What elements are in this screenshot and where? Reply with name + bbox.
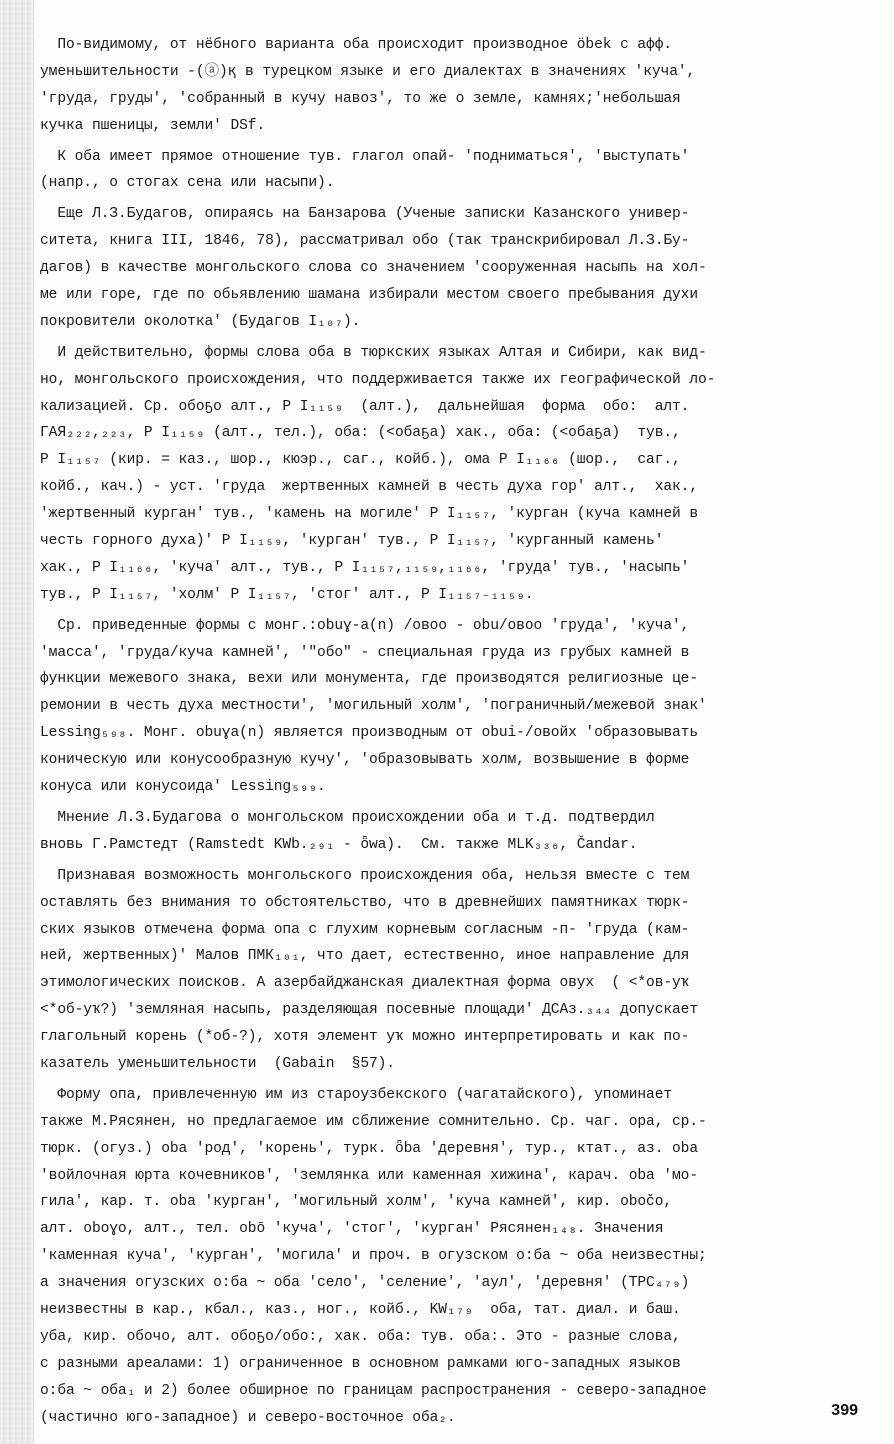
text-line: тюрк. (огуз.) oba 'род', 'корень', турк. ȫba 'деревня', тур., ктат., аз. oba	[40, 1140, 698, 1157]
text-line: этимологических поисков. А азербайджанская диалектная форма овух ( <*ов-уҡ	[40, 975, 690, 992]
text-line: гила', кар. т. oba 'курган', 'могильный холм', 'куча камней', кир. obočo,	[40, 1194, 673, 1211]
text-line: Lessing₅₉₈. Монг. obuɣa(n) является производным от obui-/овойх 'образовывать	[40, 725, 698, 742]
paragraph	[40, 863, 864, 1078]
text-line: 'каменная куча', 'курган', 'могила' и проч. в огузском о:ба ~ оба неизвестны;	[40, 1248, 707, 1265]
text-line: ских языков отмечена форма опа с глухим корневым согласным -п- 'груда (кам-	[40, 921, 690, 938]
paragraph	[40, 144, 864, 198]
text-line: койб., кач.) - уст. 'груда жертвенных камней в честь духа гор' алт., хак.,	[40, 479, 698, 496]
page-body	[40, 32, 864, 1435]
paragraph	[40, 1082, 864, 1432]
text-line: хак., Р I₁₁₆₆, 'куча' алт., тув., Р I₁₁₅₇,₁₁₅₉,₁₁₆₆, 'груда' тув., 'насыпь'	[40, 559, 690, 576]
text-line: неизвестны в кар., кбал., каз., ног., койб., KW₁₇₉ оба, тат. диал. и баш.	[40, 1301, 681, 1318]
paragraph	[40, 805, 864, 859]
text-line: также М.Рясянен, но предлагаемое им сближение сомнительно. Ср. чаг. opa, ср.-	[40, 1113, 707, 1130]
page-number: 399	[831, 1402, 858, 1419]
text-line: покровители околотка' (Будагов I₁₀₇).	[40, 313, 361, 330]
text-line: 'войлочная юрта кочевников', 'землянка или каменная хижина', карач. oba 'мо-	[40, 1167, 698, 1184]
text-line: с разными ареалами: 1) ограниченное в основном рамками юго-западных языков	[40, 1355, 681, 1372]
text-line: Признавая возможность монгольского происхождения оба, нельзя вместе с тем	[40, 867, 690, 884]
text-line: ме или горе, где по обьявлению шамана избирали местом своего пребывания духи	[40, 287, 698, 304]
text-line: 'масса', 'груда/куча камней', '"обо" - специальная груда из грубых камней в	[40, 644, 690, 661]
text-line: ситета, книга III, 1846, 78), рассматривал обо (так транскрибировал Л.З.Бу-	[40, 233, 690, 250]
text-line: о:ба ~ оба₁ и 2) более обширное по границам распространения - северо-западное	[40, 1382, 707, 1399]
text-line: ГАЯ₂₂₂,₂₂₃, Р I₁₁₅₉ (алт., тел.), оба: (<обаҕа) хак., оба: (<обаҕа) тув.,	[40, 425, 681, 442]
text-line: Р I₁₁₅₇ (кир. = каз., шор., кюэр., саг., койб.), ома Р I₁₁₆₆ (шор., саг.,	[40, 452, 681, 469]
text-line: уба, кир. обочо, алт. обоҕо/обо:, хак. оба: тув. оба:. Это - разные слова,	[40, 1328, 681, 1345]
paragraph	[40, 32, 864, 140]
text-line: Еще Л.З.Будагов, опираясь на Банзарова (Ученые записки Казанского универ-	[40, 206, 690, 223]
paragraph	[40, 613, 864, 801]
text-line: алт. oboɣo, алт., тел. obō 'куча', 'стог', 'курган' Рясянен₁₄₈. Значения	[40, 1221, 664, 1238]
text-line: (частично юго-западное) и северо-восточное оба₂.	[40, 1409, 456, 1426]
text-line: конуса или конусоида' Lessing₅₉₉.	[40, 779, 326, 796]
text-line: кализацией. Ср. обоҕо алт., Р I₁₁₅₉ (алт.), дальнейшая форма обо: алт.	[40, 398, 690, 415]
text-line: казатель уменьшительности (Gabain §57).	[40, 1055, 395, 1072]
text-line: Мнение Л.З.Будагова о монгольском происхождении оба и т.д. подтвердил	[40, 809, 655, 826]
paragraph	[40, 340, 864, 609]
text-line: И действительно, формы слова оба в тюркских языках Алтая и Сибири, как вид-	[40, 344, 707, 361]
text-line: К оба имеет прямое отношение тув. глагол опай- 'подниматься', 'выступать'	[40, 148, 690, 165]
text-line: По-видимому, от нёбного варианта оба происходит производное ӧbek с афф.	[40, 37, 673, 53]
text-line: но, монгольского происхождения, что поддерживается также их географической ло-	[40, 371, 716, 388]
text-line: коническую или конусообразную кучу', 'образовывать холм, возвышение в форме	[40, 752, 690, 769]
text-line: Форму опа, привлеченную им из староузбекского (чагатайского), упоминает	[40, 1086, 673, 1103]
text-line: Ср. приведенные формы с монг.:obuɣ-a(n) /овоо - obu/овоо 'груда', 'куча',	[40, 617, 690, 634]
text-line: 'груда, груды', 'собранный в кучу навоз', то же о земле, камнях;'небольшая	[40, 90, 681, 107]
text-line: кучка пшеницы, земли' DSf.	[40, 117, 266, 134]
text-line: (напр., о стогах сена или насыпи).	[40, 175, 335, 192]
text-line: а значения огузских о:ба ~ оба 'село', 'селение', 'аул', 'деревня' (ТРС₄₇₉)	[40, 1275, 690, 1292]
text-line: дагов) в качестве монгольского слова со значением 'сооруженная насыпь на хол-	[40, 260, 707, 277]
text-line: вновь Г.Рамстедт (Ramstedt KWb.₂₉₁ - ȫwa). См. также MLK₃₃₆, Čandar.	[40, 836, 638, 853]
text-line: <*об-уҡ?) 'земляная насыпь, разделяющая посевные площади' ДСАз.₃₄₄ допускает	[40, 1002, 698, 1019]
text-line: уменьшительности -(ⓐ)қ в турецком языке и его диалектах в значениях 'куча',	[40, 63, 696, 80]
text-line: глагольный корень (*об-?), хотя элемент уҡ можно интерпретировать и как по-	[40, 1029, 690, 1046]
text-line: функции межевого знака, вехи или монумента, где производятся религиозные це-	[40, 671, 698, 688]
text-line: тув., Р I₁₁₅₇, 'холм' Р I₁₁₅₇, 'стог' алт., Р I₁₁₅₇₋₁₁₅₉.	[40, 586, 534, 603]
text-line: 'жертвенный курган' тув., 'камень на могиле' Р I₁₁₅₇, 'курган (куча камней в	[40, 506, 698, 523]
text-line: оставлять без внимания то обстоятельство, что в древнейших памятниках тюрк-	[40, 894, 690, 911]
text-line: честь горного духа)' Р I₁₁₅₉, 'курган' тув., Р I₁₁₅₇, 'курганный камень'	[40, 533, 664, 550]
text-line: ней, жертвенных)' Малов ПМК₁₀₁, что дает, естественно, иное направление для	[40, 948, 690, 965]
text-line: ремонии в честь духа местности', 'могильный холм', 'пограничный/межевой знак'	[40, 698, 707, 715]
paragraph	[40, 201, 864, 335]
scan-edge	[0, 0, 34, 1444]
